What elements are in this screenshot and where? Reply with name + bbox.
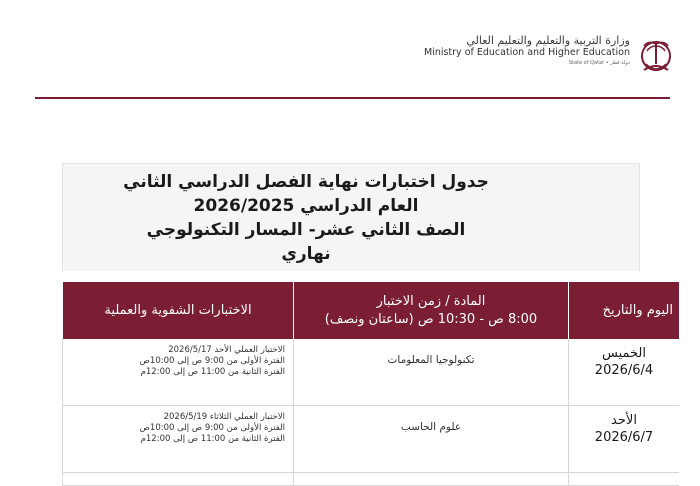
practical-exam-date: الاختبار العملي الثلاثاء 2026/5/19 — [163, 412, 285, 422]
table-row — [63, 406, 680, 473]
table-row — [63, 473, 680, 486]
exam-date: 2026/6/4 — [594, 363, 654, 378]
exam-date: 2026/6/7 — [594, 430, 654, 445]
first-period: الفترة الأولى من 9:00 ص إلى 10:00ص — [139, 356, 285, 366]
first-period: الفترة الأولى من 9:00 ص إلى 10:00ص — [139, 423, 285, 433]
table-row — [63, 339, 680, 406]
ministry-logo — [424, 34, 676, 78]
header-day-date: اليوم والتاريخ — [569, 282, 680, 339]
header-subject-time — [294, 282, 569, 339]
qatar-emblem-icon — [636, 34, 676, 78]
day-name: الخميس — [602, 346, 646, 361]
header-subject-label: المادة / زمن الاختبار — [376, 293, 486, 309]
grade-track: الصف الثاني عشر- المسار التكنولوجي — [146, 220, 466, 240]
page-header — [0, 0, 700, 100]
practical-exam-date: الاختبار العملي الأحد 2026/5/17 — [168, 345, 285, 355]
table-header-row — [63, 282, 680, 339]
subject-cell: تكنولوجيا المعلومات — [294, 339, 569, 406]
day-date-cell — [569, 406, 680, 473]
schedule-title: جدول اختبارات نهاية الفصل الدراسي الثاني — [123, 172, 489, 192]
second-period: الفترة الثانية من 11:00 ص إلى 12:00م — [140, 434, 285, 444]
ministry-name — [424, 34, 630, 67]
shift: نهاري — [281, 244, 331, 264]
state-line: State of Qatar • دولة قطر — [568, 60, 630, 66]
ministry-name-english: Ministry of Education and Higher Education — [423, 47, 630, 58]
oral-practical-cell — [63, 339, 294, 406]
oral-practical-cell — [63, 473, 294, 486]
exam-schedule-table — [62, 282, 679, 486]
day-name: الأحد — [611, 413, 637, 428]
header-oral-practical: الاختبارات الشفوية والعملية — [63, 282, 294, 339]
subject-cell: علوم الحاسب — [294, 406, 569, 473]
subject-cell — [294, 473, 569, 486]
day-date-cell — [569, 473, 680, 486]
ministry-name-arabic: وزارة التربية والتعليم والتعليم العالي — [466, 34, 630, 47]
academic-year: العام الدراسي 2026/2025 — [193, 196, 419, 216]
second-period: الفترة الثانية من 11:00 ص إلى 12:00م — [140, 367, 285, 377]
day-date-cell — [569, 339, 680, 406]
oral-practical-cell — [63, 406, 294, 473]
header-time-label: 8:00 ص - 10:30 ص (ساعتان ونصف) — [324, 311, 538, 327]
schedule-title-box — [62, 163, 640, 271]
header-divider — [35, 97, 670, 99]
